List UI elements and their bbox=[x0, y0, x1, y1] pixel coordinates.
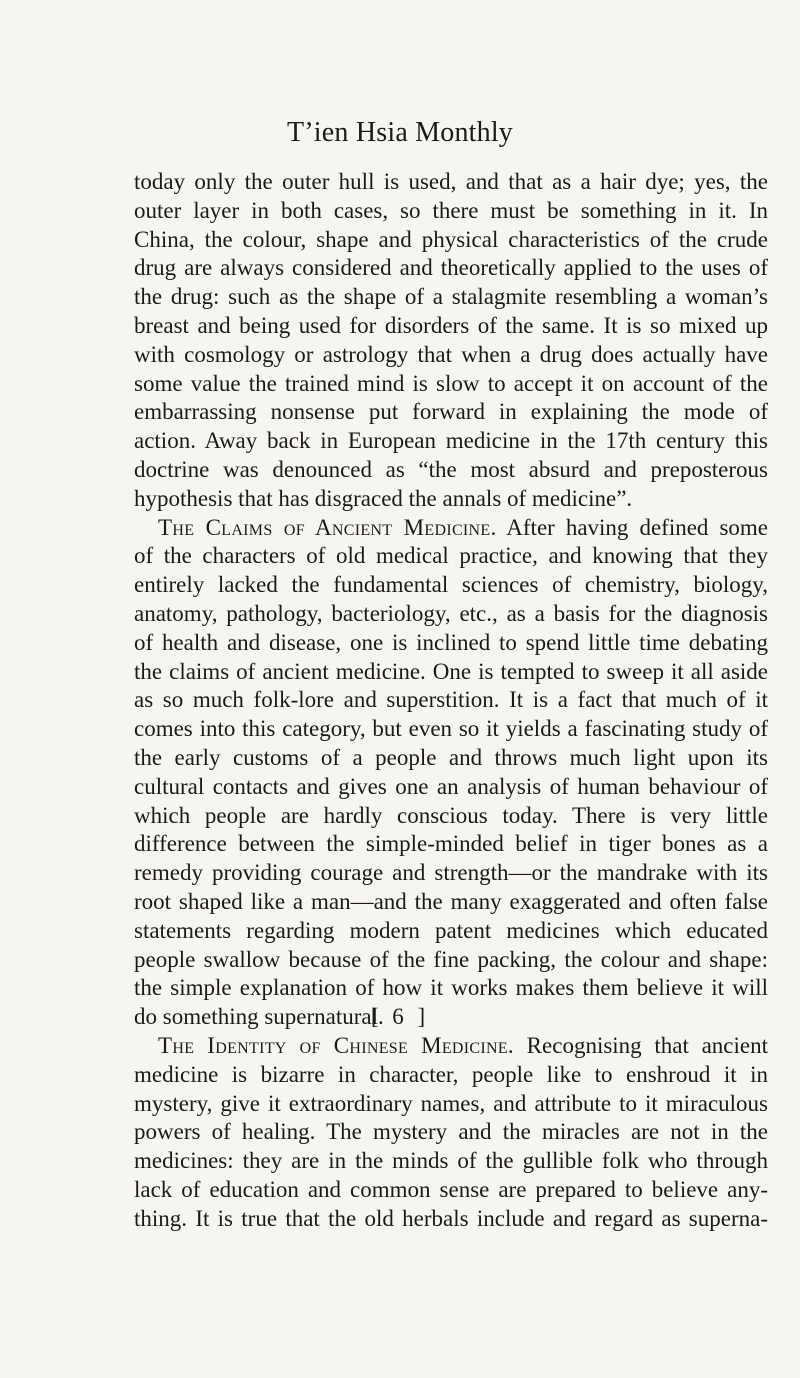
text-line: China, the colour, shape and physical characteristics of the crude bbox=[134, 226, 768, 252]
text-line: mystery, give it extraordinary names, and attribute to it miraculous bbox=[134, 1090, 768, 1116]
section-heading-identity: The Identity of Chinese Medicine. bbox=[158, 1032, 514, 1058]
text-line: comes into this category, but even so it yields a fascinating study of bbox=[134, 716, 768, 742]
text-line: thing. It is true that the old herbals include and regard as superna- bbox=[134, 1205, 768, 1231]
text-line: action. Away back in European medicine in the 17th century this bbox=[134, 428, 768, 454]
text-line-rest: After having defined some bbox=[496, 514, 768, 540]
text-line bbox=[134, 1032, 768, 1061]
text-line: medicine is bizarre in character, people like to enshroud it in bbox=[134, 1061, 768, 1087]
text-line: as so much folk-lore and superstition. It is a fact that much of it bbox=[134, 687, 768, 713]
text-line: of health and disease, one is inclined to spend little time debating bbox=[134, 629, 768, 655]
text-line: some value the trained mind is slow to accept it on account of the bbox=[134, 370, 768, 396]
text-line: hypothesis that has disgraced the annals of medicine”. bbox=[134, 485, 633, 511]
text-line: powers of healing. The mystery and the miracles are not in the bbox=[134, 1119, 768, 1145]
text-line: the simple explanation of how it works makes them believe it will bbox=[134, 975, 768, 1001]
running-head-title: T’ien Hsia Monthly bbox=[286, 117, 513, 148]
section-heading-claims: The Claims of Ancient Medicine. bbox=[158, 514, 497, 540]
text-line: embarrassing nonsense put forward in explaining the mode of bbox=[134, 399, 768, 425]
text-line: do something supernatural. bbox=[134, 1004, 384, 1030]
paragraph-identity-of-chinese-medicine bbox=[134, 1032, 768, 1234]
text-line: today only the outer hull is used, and that as a hair dye; yes, the bbox=[134, 169, 768, 194]
text-line: doctrine was denounced as “the most absurd and preposterous bbox=[134, 456, 768, 482]
text-line: breast and being used for disorders of the same. It is so mixed up bbox=[134, 312, 768, 338]
text-line: the early customs of a people and throws much light upon its bbox=[134, 744, 768, 770]
text-line: people swallow because of the fine packing, the colour and shape: bbox=[134, 946, 768, 972]
text-line: medicines: they are in the minds of the gullible folk who through bbox=[134, 1148, 768, 1174]
text-line: the claims of ancient medicine. One is tempted to sweep it all aside bbox=[134, 658, 768, 684]
text-line: drug are always considered and theoretically applied to the uses of bbox=[134, 255, 768, 281]
text-line: difference between the simple-minded belief in tiger bones as a bbox=[134, 831, 768, 857]
text-line: which people are hardly conscious today. There is very little bbox=[134, 802, 768, 828]
text-line: the drug: such as the shape of a stalagmite resembling a woman’s bbox=[134, 284, 768, 310]
text-line: outer layer in both cases, so there must be something in it. In bbox=[134, 197, 768, 223]
page-number: [ 6 ] bbox=[370, 1004, 430, 1029]
text-line: anatomy, pathology, bacteriology, etc., as a basis for the diagnosis bbox=[134, 600, 768, 626]
text-line: remedy providing courage and strength—or the mandrake with its bbox=[134, 860, 768, 886]
paragraph-claims-of-ancient-medicine bbox=[134, 514, 768, 1032]
text-line: of the characters of old medical practice, and knowing that they bbox=[134, 543, 768, 569]
paragraph-hull-and-doctrine bbox=[134, 168, 768, 514]
text-line: cultural contacts and gives one an analysis of human behaviour of bbox=[134, 773, 768, 799]
text-line: entirely lacked the fundamental sciences of chemistry, biology, bbox=[134, 572, 768, 598]
body-text bbox=[134, 168, 768, 1233]
text-line: lack of education and common sense are prepared to believe any- bbox=[134, 1176, 768, 1202]
text-line: with cosmology or astrology that when a drug does actually have bbox=[134, 341, 768, 367]
text-line bbox=[134, 514, 768, 543]
text-line: statements regarding modern patent medicines which educated bbox=[134, 917, 768, 943]
text-line-rest: Recognising that ancient bbox=[513, 1032, 768, 1058]
text-line: root shaped like a man—and the many exaggerated and often false bbox=[134, 888, 768, 914]
